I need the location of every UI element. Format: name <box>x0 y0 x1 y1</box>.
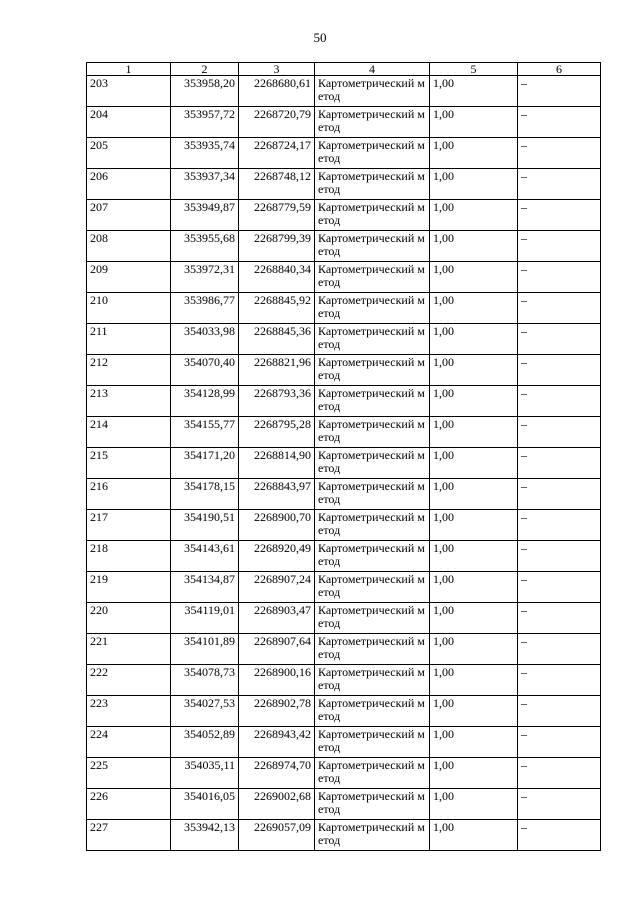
method-cell: Картометрический метод <box>315 417 430 448</box>
x-coordinate-cell: 354119,01 <box>171 603 239 634</box>
table-row <box>87 76 601 107</box>
method-cell: Картометрический метод <box>315 262 430 293</box>
point-number-cell: 225 <box>87 758 171 789</box>
method-cell: Картометрический метод <box>315 293 430 324</box>
note-cell: – <box>518 231 601 262</box>
note-cell: – <box>518 448 601 479</box>
accuracy-cell: 1,00 <box>430 138 518 169</box>
y-coordinate-cell: 2268920,49 <box>239 541 315 572</box>
y-coordinate-cell: 2268900,70 <box>239 510 315 541</box>
table-row <box>87 169 601 200</box>
x-coordinate-cell: 353986,77 <box>171 293 239 324</box>
point-number-cell: 204 <box>87 107 171 138</box>
y-coordinate-cell: 2268748,12 <box>239 169 315 200</box>
point-number-cell: 219 <box>87 572 171 603</box>
note-cell: – <box>518 200 601 231</box>
method-cell: Картометрический метод <box>315 789 430 820</box>
table-row <box>87 789 601 820</box>
table-row <box>87 138 601 169</box>
table-row <box>87 727 601 758</box>
point-number-cell: 206 <box>87 169 171 200</box>
method-cell: Картометрический метод <box>315 758 430 789</box>
point-number-cell: 223 <box>87 696 171 727</box>
method-cell: Картометрический метод <box>315 479 430 510</box>
coordinates-table <box>86 62 601 851</box>
accuracy-cell: 1,00 <box>430 758 518 789</box>
column-header-5: 5 <box>430 63 518 76</box>
table-row <box>87 696 601 727</box>
point-number-cell: 211 <box>87 324 171 355</box>
method-cell: Картометрический метод <box>315 603 430 634</box>
method-cell: Картометрический метод <box>315 448 430 479</box>
accuracy-cell: 1,00 <box>430 572 518 603</box>
method-cell: Картометрический метод <box>315 138 430 169</box>
x-coordinate-cell: 354190,51 <box>171 510 239 541</box>
y-coordinate-cell: 2268795,28 <box>239 417 315 448</box>
y-coordinate-cell: 2268903,47 <box>239 603 315 634</box>
point-number-cell: 220 <box>87 603 171 634</box>
y-coordinate-cell: 2269002,68 <box>239 789 315 820</box>
x-coordinate-cell: 354070,40 <box>171 355 239 386</box>
y-coordinate-cell: 2268840,34 <box>239 262 315 293</box>
y-coordinate-cell: 2268943,42 <box>239 727 315 758</box>
y-coordinate-cell: 2268720,79 <box>239 107 315 138</box>
note-cell: – <box>518 355 601 386</box>
note-cell: – <box>518 727 601 758</box>
column-header-2: 2 <box>171 63 239 76</box>
note-cell: – <box>518 417 601 448</box>
point-number-cell: 207 <box>87 200 171 231</box>
point-number-cell: 227 <box>87 820 171 851</box>
table-row <box>87 510 601 541</box>
x-coordinate-cell: 353955,68 <box>171 231 239 262</box>
column-header-3: 3 <box>239 63 315 76</box>
x-coordinate-cell: 354143,61 <box>171 541 239 572</box>
note-cell: – <box>518 293 601 324</box>
x-coordinate-cell: 354171,20 <box>171 448 239 479</box>
x-coordinate-cell: 354178,15 <box>171 479 239 510</box>
accuracy-cell: 1,00 <box>430 76 518 107</box>
y-coordinate-cell: 2268724,17 <box>239 138 315 169</box>
accuracy-cell: 1,00 <box>430 324 518 355</box>
x-coordinate-cell: 353937,34 <box>171 169 239 200</box>
note-cell: – <box>518 758 601 789</box>
table-header-row <box>87 63 601 76</box>
note-cell: – <box>518 696 601 727</box>
note-cell: – <box>518 138 601 169</box>
accuracy-cell: 1,00 <box>430 603 518 634</box>
point-number-cell: 217 <box>87 510 171 541</box>
table-row <box>87 293 601 324</box>
accuracy-cell: 1,00 <box>430 696 518 727</box>
note-cell: – <box>518 386 601 417</box>
y-coordinate-cell: 2268814,90 <box>239 448 315 479</box>
table-row <box>87 541 601 572</box>
method-cell: Картометрический метод <box>315 665 430 696</box>
point-number-cell: 226 <box>87 789 171 820</box>
y-coordinate-cell: 2268680,61 <box>239 76 315 107</box>
point-number-cell: 203 <box>87 76 171 107</box>
table-row <box>87 665 601 696</box>
point-number-cell: 209 <box>87 262 171 293</box>
note-cell: – <box>518 634 601 665</box>
table-row <box>87 634 601 665</box>
point-number-cell: 208 <box>87 231 171 262</box>
point-number-cell: 216 <box>87 479 171 510</box>
accuracy-cell: 1,00 <box>430 200 518 231</box>
accuracy-cell: 1,00 <box>430 541 518 572</box>
x-coordinate-cell: 354016,05 <box>171 789 239 820</box>
point-number-cell: 213 <box>87 386 171 417</box>
method-cell: Картометрический метод <box>315 820 430 851</box>
table-body <box>87 76 601 851</box>
table-row <box>87 231 601 262</box>
method-cell: Картометрический метод <box>315 386 430 417</box>
note-cell: – <box>518 107 601 138</box>
table-row <box>87 758 601 789</box>
point-number-cell: 221 <box>87 634 171 665</box>
point-number-cell: 222 <box>87 665 171 696</box>
column-header-6: 6 <box>518 63 601 76</box>
table-row <box>87 107 601 138</box>
method-cell: Картометрический метод <box>315 541 430 572</box>
x-coordinate-cell: 353942,13 <box>171 820 239 851</box>
x-coordinate-cell: 354101,89 <box>171 634 239 665</box>
column-header-4: 4 <box>315 63 430 76</box>
method-cell: Картометрический метод <box>315 76 430 107</box>
y-coordinate-cell: 2269057,09 <box>239 820 315 851</box>
table-row <box>87 820 601 851</box>
x-coordinate-cell: 353935,74 <box>171 138 239 169</box>
page-number: 50 <box>313 30 327 45</box>
table-row <box>87 572 601 603</box>
table-row <box>87 355 601 386</box>
column-header-1: 1 <box>87 63 171 76</box>
accuracy-cell: 1,00 <box>430 727 518 758</box>
accuracy-cell: 1,00 <box>430 665 518 696</box>
accuracy-cell: 1,00 <box>430 448 518 479</box>
accuracy-cell: 1,00 <box>430 479 518 510</box>
note-cell: – <box>518 479 601 510</box>
accuracy-cell: 1,00 <box>430 169 518 200</box>
x-coordinate-cell: 354128,99 <box>171 386 239 417</box>
method-cell: Картометрический метод <box>315 510 430 541</box>
method-cell: Картометрический метод <box>315 324 430 355</box>
x-coordinate-cell: 354134,87 <box>171 572 239 603</box>
point-number-cell: 215 <box>87 448 171 479</box>
y-coordinate-cell: 2268974,70 <box>239 758 315 789</box>
accuracy-cell: 1,00 <box>430 510 518 541</box>
x-coordinate-cell: 353972,31 <box>171 262 239 293</box>
method-cell: Картометрический метод <box>315 200 430 231</box>
note-cell: – <box>518 324 601 355</box>
x-coordinate-cell: 353957,72 <box>171 107 239 138</box>
x-coordinate-cell: 354052,89 <box>171 727 239 758</box>
accuracy-cell: 1,00 <box>430 789 518 820</box>
note-cell: – <box>518 572 601 603</box>
point-number-cell: 212 <box>87 355 171 386</box>
accuracy-cell: 1,00 <box>430 417 518 448</box>
method-cell: Картометрический метод <box>315 169 430 200</box>
accuracy-cell: 1,00 <box>430 634 518 665</box>
method-cell: Картометрический метод <box>315 572 430 603</box>
note-cell: – <box>518 789 601 820</box>
table-row <box>87 448 601 479</box>
table-row <box>87 262 601 293</box>
x-coordinate-cell: 354035,11 <box>171 758 239 789</box>
y-coordinate-cell: 2268907,24 <box>239 572 315 603</box>
x-coordinate-cell: 353949,87 <box>171 200 239 231</box>
method-cell: Картометрический метод <box>315 727 430 758</box>
y-coordinate-cell: 2268821,96 <box>239 355 315 386</box>
method-cell: Картометрический метод <box>315 634 430 665</box>
point-number-cell: 214 <box>87 417 171 448</box>
x-coordinate-cell: 354078,73 <box>171 665 239 696</box>
point-number-cell: 205 <box>87 138 171 169</box>
accuracy-cell: 1,00 <box>430 293 518 324</box>
point-number-cell: 218 <box>87 541 171 572</box>
note-cell: – <box>518 603 601 634</box>
accuracy-cell: 1,00 <box>430 386 518 417</box>
accuracy-cell: 1,00 <box>430 355 518 386</box>
note-cell: – <box>518 262 601 293</box>
point-number-cell: 210 <box>87 293 171 324</box>
y-coordinate-cell: 2268902,78 <box>239 696 315 727</box>
x-coordinate-cell: 354027,53 <box>171 696 239 727</box>
table-row <box>87 417 601 448</box>
table-row <box>87 200 601 231</box>
table-row <box>87 479 601 510</box>
note-cell: – <box>518 169 601 200</box>
y-coordinate-cell: 2268843,97 <box>239 479 315 510</box>
accuracy-cell: 1,00 <box>430 262 518 293</box>
method-cell: Картометрический метод <box>315 231 430 262</box>
accuracy-cell: 1,00 <box>430 820 518 851</box>
note-cell: – <box>518 541 601 572</box>
table-row <box>87 324 601 355</box>
note-cell: – <box>518 665 601 696</box>
method-cell: Картометрический метод <box>315 107 430 138</box>
method-cell: Картометрический метод <box>315 696 430 727</box>
accuracy-cell: 1,00 <box>430 107 518 138</box>
method-cell: Картометрический метод <box>315 355 430 386</box>
note-cell: – <box>518 76 601 107</box>
y-coordinate-cell: 2268900,16 <box>239 665 315 696</box>
x-coordinate-cell: 354033,98 <box>171 324 239 355</box>
x-coordinate-cell: 353958,20 <box>171 76 239 107</box>
note-cell: – <box>518 820 601 851</box>
note-cell: – <box>518 510 601 541</box>
y-coordinate-cell: 2268907,64 <box>239 634 315 665</box>
y-coordinate-cell: 2268779,59 <box>239 200 315 231</box>
point-number-cell: 224 <box>87 727 171 758</box>
y-coordinate-cell: 2268845,92 <box>239 293 315 324</box>
table-row <box>87 386 601 417</box>
x-coordinate-cell: 354155,77 <box>171 417 239 448</box>
y-coordinate-cell: 2268799,39 <box>239 231 315 262</box>
y-coordinate-cell: 2268845,36 <box>239 324 315 355</box>
y-coordinate-cell: 2268793,36 <box>239 386 315 417</box>
accuracy-cell: 1,00 <box>430 231 518 262</box>
table-row <box>87 603 601 634</box>
